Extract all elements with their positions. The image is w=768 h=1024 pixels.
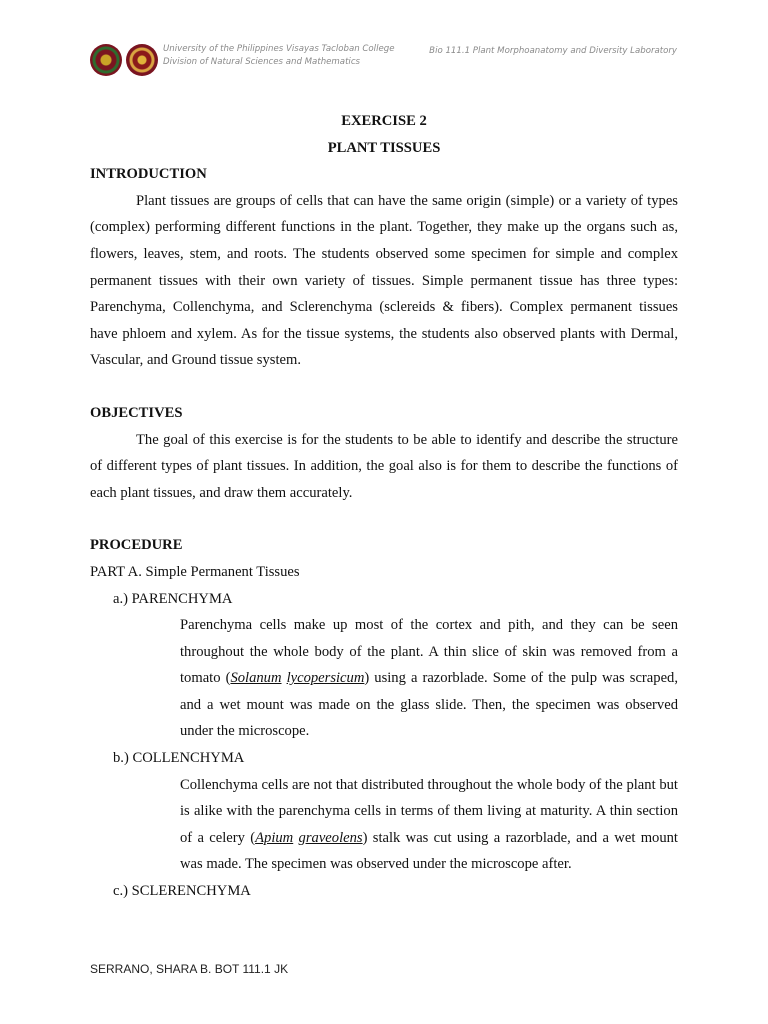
objectives-paragraph: The goal of this exercise is for the students to be able to identify and describe the structure of different types of plant tissues. In addition, the goal also is for them to describe the functions of each plant tissues, and draw them accurately. xyxy=(90,431,678,501)
college-seal-logo xyxy=(126,44,158,76)
university-logos xyxy=(90,44,158,76)
exercise-title: EXERCISE 2 xyxy=(341,113,427,129)
collenchyma-label: b.) COLLENCHYMA xyxy=(113,750,245,767)
species-genus: Solanum xyxy=(230,670,282,687)
collenchyma-paragraph: Collenchyma cells are not that distributed throughout the whole body of the plant but is alike with the parenchyma cells in terms of them living at maturity. A thin section of a celery (Apium graveolens) stalk was cut using a razorblade, and a wet mount was made. The specimen was observed under the microscope after. xyxy=(180,776,678,873)
part-a-heading: PART A. Simple Permanent Tissues xyxy=(90,563,300,580)
footer-author: SERRANO, SHARA B. BOT 111.1 JK xyxy=(90,962,289,976)
topic-title: PLANT TISSUES xyxy=(327,139,441,156)
university-name: University of the Philippines Visayas Tacloban College xyxy=(163,44,395,54)
parenchyma-label: a.) PARENCHYMA xyxy=(113,590,233,607)
up-seal-logo xyxy=(90,44,122,76)
division-name: Division of Natural Sciences and Mathematics xyxy=(163,57,361,67)
procedure-heading: PROCEDURE xyxy=(90,537,183,554)
header-institution xyxy=(163,43,394,69)
sclerenchyma-label: c.) SCLERENCHYMA xyxy=(113,883,251,900)
objectives-heading: OBJECTIVES xyxy=(90,404,183,421)
species-epithet: graveolens xyxy=(298,829,363,846)
species-epithet: lycopersicum xyxy=(286,670,365,687)
parenchyma-paragraph: Parenchyma cells make up most of the cortex and pith, and they can be seen throughout the whole body of the plant. A thin slice of skin was removed from a tomato (Solanum lycopersicum) using a razorblade. Some of the pulp was scraped, and a wet mount was made on the glass slide. Then, the specimen was observed under the microscope. xyxy=(180,617,678,740)
document-body xyxy=(90,108,678,905)
course-title: Bio 111.1 Plant Morphoanatomy and Diversity Laboratory xyxy=(429,46,677,56)
species-genus: Apium xyxy=(255,829,294,846)
introduction-heading: INTRODUCTION xyxy=(90,166,207,183)
introduction-paragraph: Plant tissues are groups of cells that can have the same origin (simple) or a variety of types (complex) performing different functions in the plant. Together, they make up the organs such as, flowers, leaves, stem, and roots. The students observed some specimen for simple and complex permanent tissues with their own variety of tissues. Simple permanent tissue has three types: Parenchyma, Collenchyma, and Sclerenchyma (sclereids & fibers). Complex permanent tissues have phloem and xylem. As for the tissue systems, the students also observed plants with Dermal, Vascular, and Ground tissue system. xyxy=(90,192,678,369)
